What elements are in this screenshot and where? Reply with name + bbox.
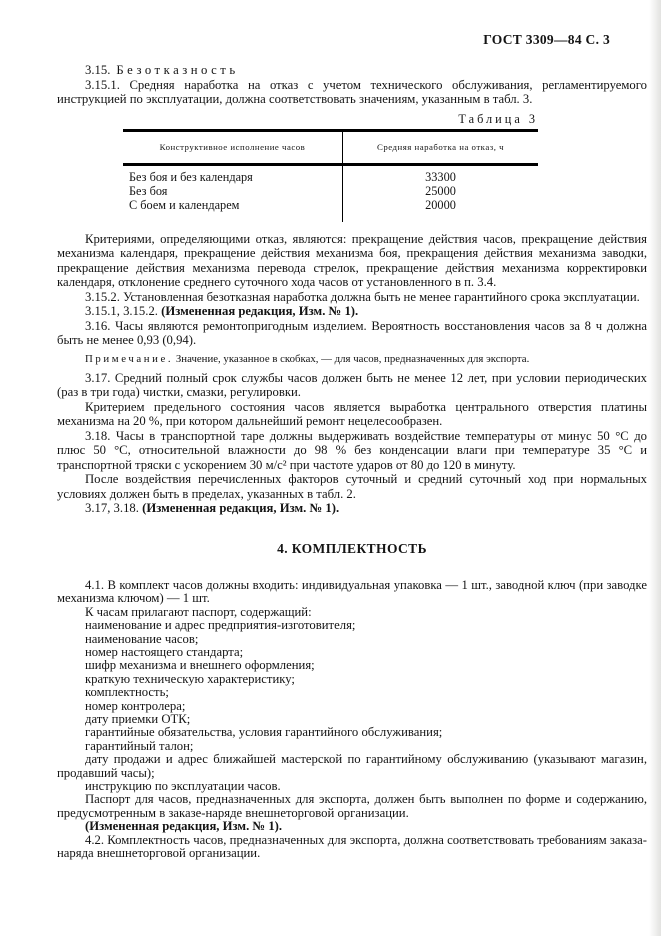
- para-amendment-4: (Измененная редакция, Изм. № 1).: [85, 819, 283, 834]
- passport-item: дату приемки ОТК;: [85, 711, 191, 726]
- para-318: 3.18. Часы в транспортной таре должны выдерживать воздействие температуры от минус 50 °С до плюс 50 °С, относительной влажности до 98 % без конденсации влаги при температуре 35 °С и транспортной тряски с ускорением 30 м/с² при частоте ударов от 80 до 120 в минуту.: [57, 428, 647, 472]
- note-text: Значение, указанное в скобках, — для часов, предназначенных для экспорта.: [173, 352, 530, 365]
- note: [57, 353, 647, 366]
- note-label: Примечание.: [85, 352, 174, 365]
- para-after-exposure: После воздействия перечисленных факторов суточный и средний суточный ход при нормальных условиях должен быть в пределах, указанных в табл. 2.: [57, 472, 647, 501]
- cell-design: Без боя и без календаря: [123, 164, 343, 184]
- table-3-label: Таблица 3: [458, 111, 538, 126]
- passport-item: гарантийный талон;: [85, 738, 194, 753]
- cell-design: Без боя: [123, 184, 343, 198]
- page-header: ГОСТ 3309—84 С. 3: [483, 32, 610, 47]
- para-317: 3.17. Средний полный срок службы часов должен быть не менее 12 лет, при условии периодических (раз в три года) чистки, смазки, регулировки.: [57, 370, 647, 399]
- table-row: [123, 184, 538, 198]
- clause-315-heading: [57, 63, 647, 78]
- passport-item: наименование часов;: [85, 631, 199, 646]
- para-amendment-315: [57, 304, 647, 319]
- para-3151: 3.15.1. Средняя наработка на отказ с учетом технического обслуживания, регламентируемого инструкцией по эксплуатации, должна соответствовать значениям, указанным в табл. 3.: [57, 77, 647, 106]
- amendment-note: (Измененная редакция, Изм. № 1).: [161, 304, 359, 318]
- para-316: 3.16. Часы являются ремонтопригодным изделием. Вероятность восстановления часов за 8 ч должна быть не менее 0,93 (0,94).: [57, 318, 647, 347]
- passport-item: краткую техническую характеристику;: [85, 671, 295, 686]
- para-41: 4.1. В комплект часов должны входить: индивидуальная упаковка — 1 шт., заводной ключ (при заводке механизма ключом) — 1 шт.: [57, 577, 647, 606]
- cell-design: С боем и календарем: [123, 198, 343, 222]
- passport-item: номер контролера;: [85, 698, 186, 713]
- passport-item: шифр механизма и внешнего оформления;: [85, 658, 315, 673]
- para-3152: 3.15.2. Установленная безотказная наработка должна быть не менее гарантийного срока эксплуатации.: [85, 289, 640, 304]
- table-row: [123, 164, 538, 184]
- passport-item: инструкцию по эксплуатации часов.: [85, 779, 281, 793]
- passport-item: комплектность;: [85, 685, 169, 700]
- para-failure-criteria: Критериями, определяющими отказ, являются: прекращение действия часов, прекращение действия механизма календаря, прекращение действия механизма боя, прекращения действия механизма заводки, прекращение действия механизма перевода стрелок, прекращение действия механизма корректировки календаря, отклонение среднего суточного хода часов от установленного в п. 3.4.: [57, 231, 647, 289]
- amendment-clauses: 3.17, 3.18.: [85, 501, 143, 515]
- passport-item: дату продажи и адрес ближайшей мастерской по гарантийному обслуживанию (указывают магазин, продавший часы);: [57, 752, 647, 780]
- table-header-row: [123, 131, 538, 165]
- section-4: [57, 542, 647, 861]
- column-header-design: Конструктивное исполнение часов: [123, 131, 343, 165]
- passport-item: номер настоящего стандарта;: [85, 644, 244, 659]
- passport-item: наименование и адрес предприятия-изготовителя;: [85, 618, 356, 633]
- document-content: [57, 63, 647, 860]
- para-limit-criterion: Критерием предельного состояния часов является выработка центрального отверстия платины механизма на 20 %, при котором дальнейший ремонт нецелесообразен.: [57, 399, 647, 428]
- section-4-heading: 4. КОМПЛЕКТНОСТЬ: [277, 540, 427, 556]
- cell-mtbf: 25000: [425, 183, 456, 198]
- table-row: [123, 198, 538, 222]
- cell-mtbf: 33300: [425, 169, 456, 184]
- cell-mtbf: 20000: [425, 197, 456, 212]
- amendment-clauses: 3.15.1, 3.15.2.: [85, 304, 162, 318]
- para-passport-export: Паспорт для часов, предназначенных для экспорта, должен быть выполнен по форме и содержанию, предусмотренным в заказе-наряде внешнеторговой организации.: [57, 792, 647, 820]
- clause-315-title: Безотказность: [116, 63, 239, 77]
- clause-315-number: 3.15.: [85, 63, 111, 77]
- amendment-note: (Измененная редакция, Изм. № 1).: [142, 501, 340, 515]
- para-42: 4.2. Комплектность часов, предназначенных для экспорта, должна соответствовать требованиям заказа-наряда внешнеторговой организации.: [57, 832, 647, 861]
- para-passport-intro: К часам прилагают паспорт, содержащий:: [85, 604, 312, 619]
- para-amendment-317: [57, 501, 647, 516]
- column-header-mtbf: Средняя наработка на отказ, ч: [343, 131, 539, 165]
- mtbf-table: [123, 129, 538, 222]
- passport-item: гарантийные обязательства, условия гарантийного обслуживания;: [85, 725, 443, 740]
